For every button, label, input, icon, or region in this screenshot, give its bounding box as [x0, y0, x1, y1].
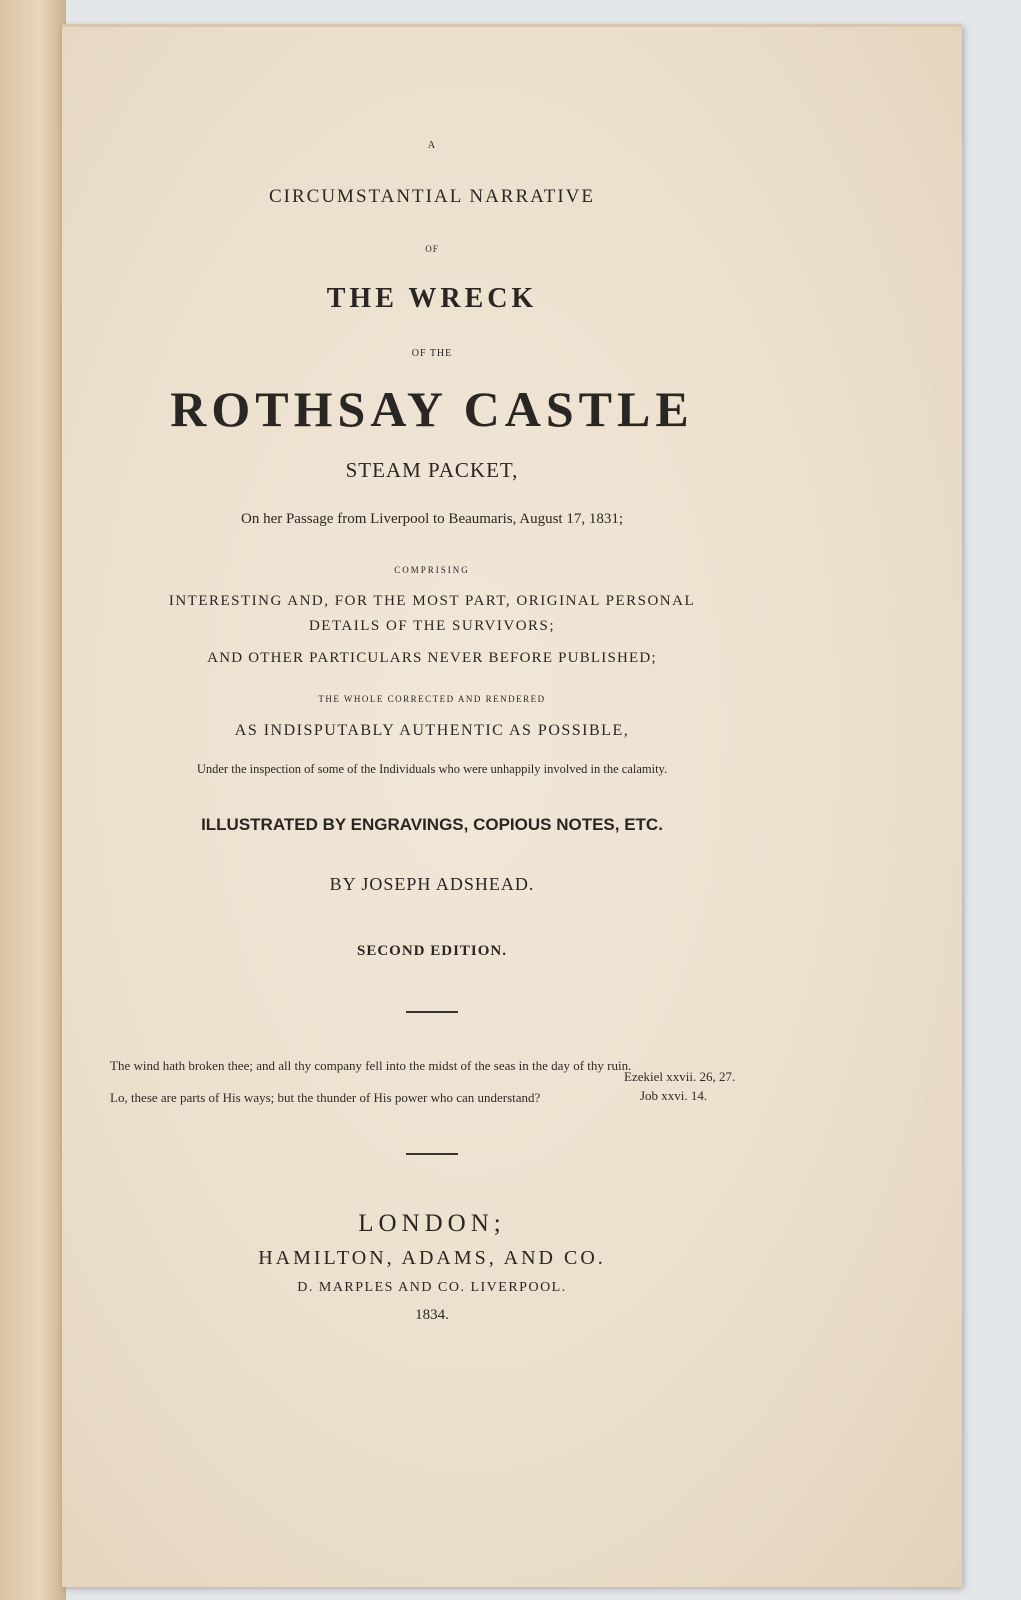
wreck-line: THE WRECK	[326, 283, 538, 314]
edition-line: SECOND EDITION.	[356, 943, 508, 959]
ship-name: ROTHSAY CASTLE	[170, 381, 694, 437]
narrative-line: CIRCUMSTANTIAL NARRATIVE	[268, 186, 596, 207]
book-cover-edge	[0, 0, 66, 1600]
steam-packet: STEAM PACKET,	[345, 458, 519, 482]
divider-rule	[406, 1153, 458, 1155]
whole-line: THE WHOLE CORRECTED AND RENDERED	[318, 694, 546, 704]
quote-job-ref: Job xxvi. 14.	[640, 1088, 708, 1103]
details-line-3: AND OTHER PARTICULARS NEVER BEFORE PUBLISHED;	[207, 650, 657, 666]
passage-line: On her Passage from Liverpool to Beaumaris, August 17, 1831;	[240, 511, 624, 527]
comprising-line: COMPRISING	[394, 565, 470, 575]
quote-job: Lo, these are parts of His ways; but the thunder of His power who can understand?	[110, 1090, 541, 1105]
title-page	[62, 24, 962, 1587]
of-the-line: OF THE	[411, 348, 453, 359]
copublisher-line: D. MARPLES AND CO. LIVERPOOL.	[297, 1280, 567, 1295]
quote-ezekiel: The wind hath broken thee; and all thy company fell into the midst of the seas in the day of thy ruin.	[110, 1058, 632, 1073]
author-line: BY JOSEPH ADSHEAD.	[329, 874, 535, 894]
article-a: A	[427, 140, 437, 151]
authentic-line: AS INDISPUTABLY AUTHENTIC AS POSSIBLE,	[234, 722, 630, 739]
details-line-1: INTERESTING AND, FOR THE MOST PART, ORIGINAL PERSONAL	[168, 593, 696, 609]
quote-ezekiel-ref: Ezekiel xxvii. 26, 27.	[624, 1069, 736, 1084]
of-line: OF	[425, 244, 439, 254]
year-line: 1834.	[415, 1307, 449, 1323]
inspection-line: Under the inspection of some of the Individuals who were unhappily involved in the calamity.	[196, 762, 668, 776]
publisher-line: HAMILTON, ADAMS, AND CO.	[258, 1247, 606, 1269]
city-line: LONDON;	[358, 1210, 506, 1237]
details-line-2: DETAILS OF THE SURVIVORS;	[308, 618, 556, 634]
illustrated-line: ILLUSTRATED BY ENGRAVINGS, COPIOUS NOTES, ETC.	[201, 815, 663, 834]
divider-rule	[406, 1011, 458, 1013]
